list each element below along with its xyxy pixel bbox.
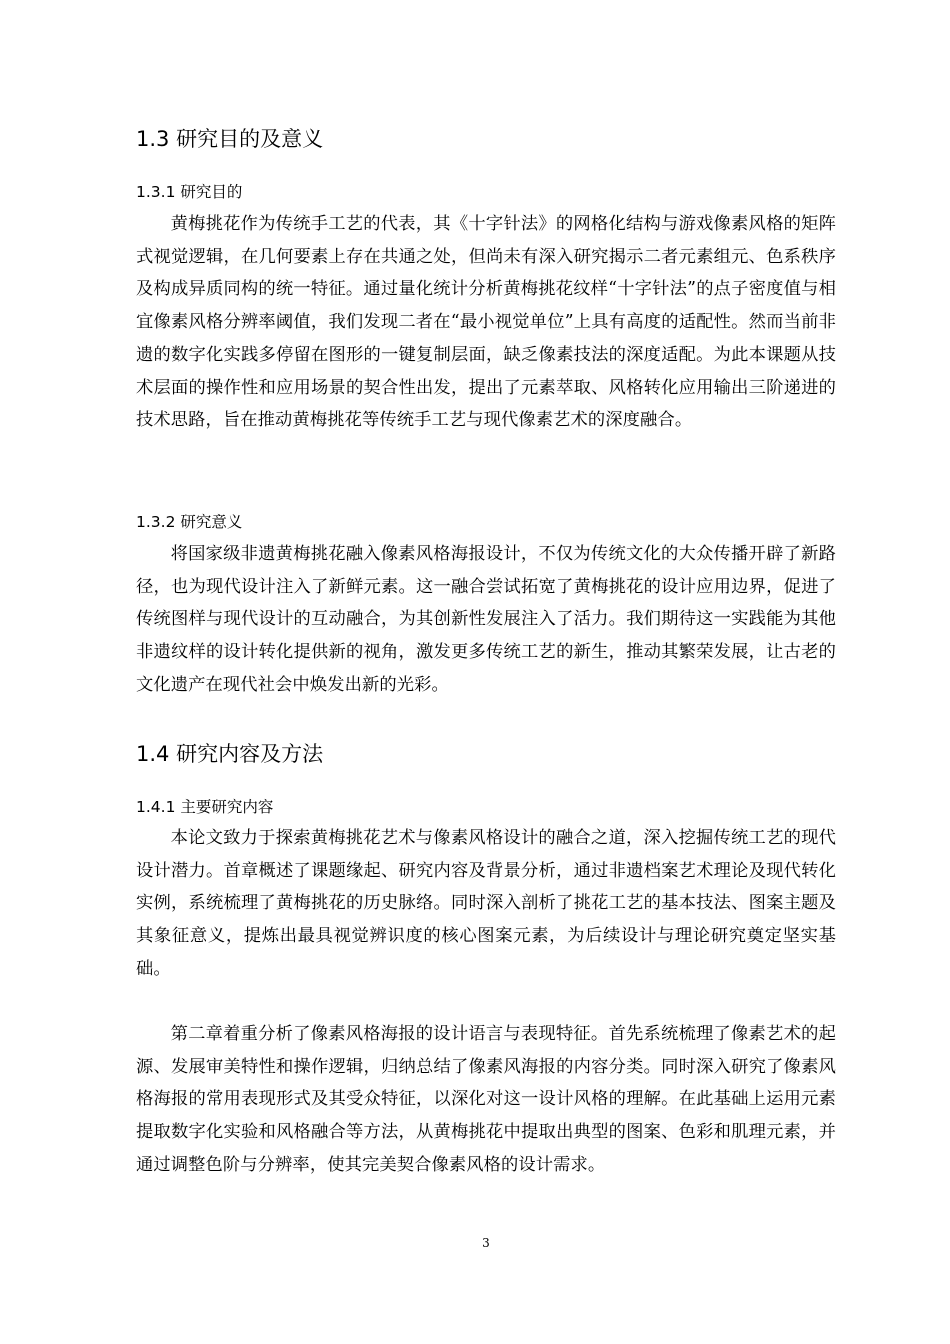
subsection-heading-1-3-2: 1.3.2 研究意义 bbox=[136, 513, 243, 531]
section-heading-1-4: 1.4 研究内容及方法 bbox=[136, 742, 324, 766]
subsection-heading-1-3-1: 1.3.1 研究目的 bbox=[136, 183, 243, 201]
subsection-heading-1-4-1: 1.4.1 主要研究内容 bbox=[136, 798, 274, 816]
document-page bbox=[136, 0, 836, 1344]
paragraph-research-significance: 将国家级非遗黄梅挑花融入像素风格海报设计，不仅为传统文化的大众传播开辟了新路径，也为现代设计注入了新鲜元素。这一融合尝试拓宽了黄梅挑花的设计应用边界，促进了传统图样与现代设计的互动融合，为其创新性发展注入了活力。我们期待这一实践能为其他非遗纹样的设计转化提供新的视角，激发更多传统工艺的新生，推动其繁荣发展，让古老的文化遗产在现代社会中焕发出新的光彩。 bbox=[136, 544, 836, 695]
paragraph-research-purpose: 黄梅挑花作为传统手工艺的代表，其《十字针法》的网格化结构与游戏像素风格的矩阵式视觉逻辑，在几何要素上存在共通之处，但尚未有深入研究揭示二者元素组元、色系秩序及构成异质同构的统一特征。通过量化统计分析黄梅挑花纹样“十字针法”的点子密度值与相宜像素风格分辨率阈值，我们发现二者在“最小视觉单位”上具有高度的适配性。然而当前非遗的数字化实践多停留在图形的一键复制层面，缺乏像素技法的深度适配。为此本课题从技术层面的操作性和应用场景的契合性出发，提出了元素萃取、风格转化应用输出三阶递进的技术思路，旨在推动黄梅挑花等传统手工艺与现代像素艺术的深度融合。 bbox=[136, 214, 836, 431]
paragraph-main-content-1: 本论文致力于探索黄梅挑花艺术与像素风格设计的融合之道，深入挖掘传统工艺的现代设计潜力。首章概述了课题缘起、研究内容及背景分析，通过非遗档案艺术理论及现代转化实例，系统梳理了黄梅挑花的历史脉络。同时深入剖析了挑花工艺的基本技法、图案主题及其象征意义，提炼出最具视觉辨识度的核心图案元素，为后续设计与理论研究奠定坚实基础。 bbox=[136, 828, 836, 979]
paragraph-main-content-2: 第二章着重分析了像素风格海报的设计语言与表现特征。首先系统梳理了像素艺术的起源、发展审美特性和操作逻辑，归纳总结了像素风海报的内容分类。同时深入研究了像素风格海报的常用表现形式及其受众特征，以深化对这一设计风格的理解。在此基础上运用元素提取数字化实验和风格融合等方法，从黄梅挑花中提取出典型的图案、色彩和肌理元素，并通过调整色阶与分辨率，使其完美契合像素风格的设计需求。 bbox=[136, 1024, 836, 1175]
page-number: 3 bbox=[482, 1236, 490, 1250]
section-heading-1-3: 1.3 研究目的及意义 bbox=[136, 127, 324, 151]
